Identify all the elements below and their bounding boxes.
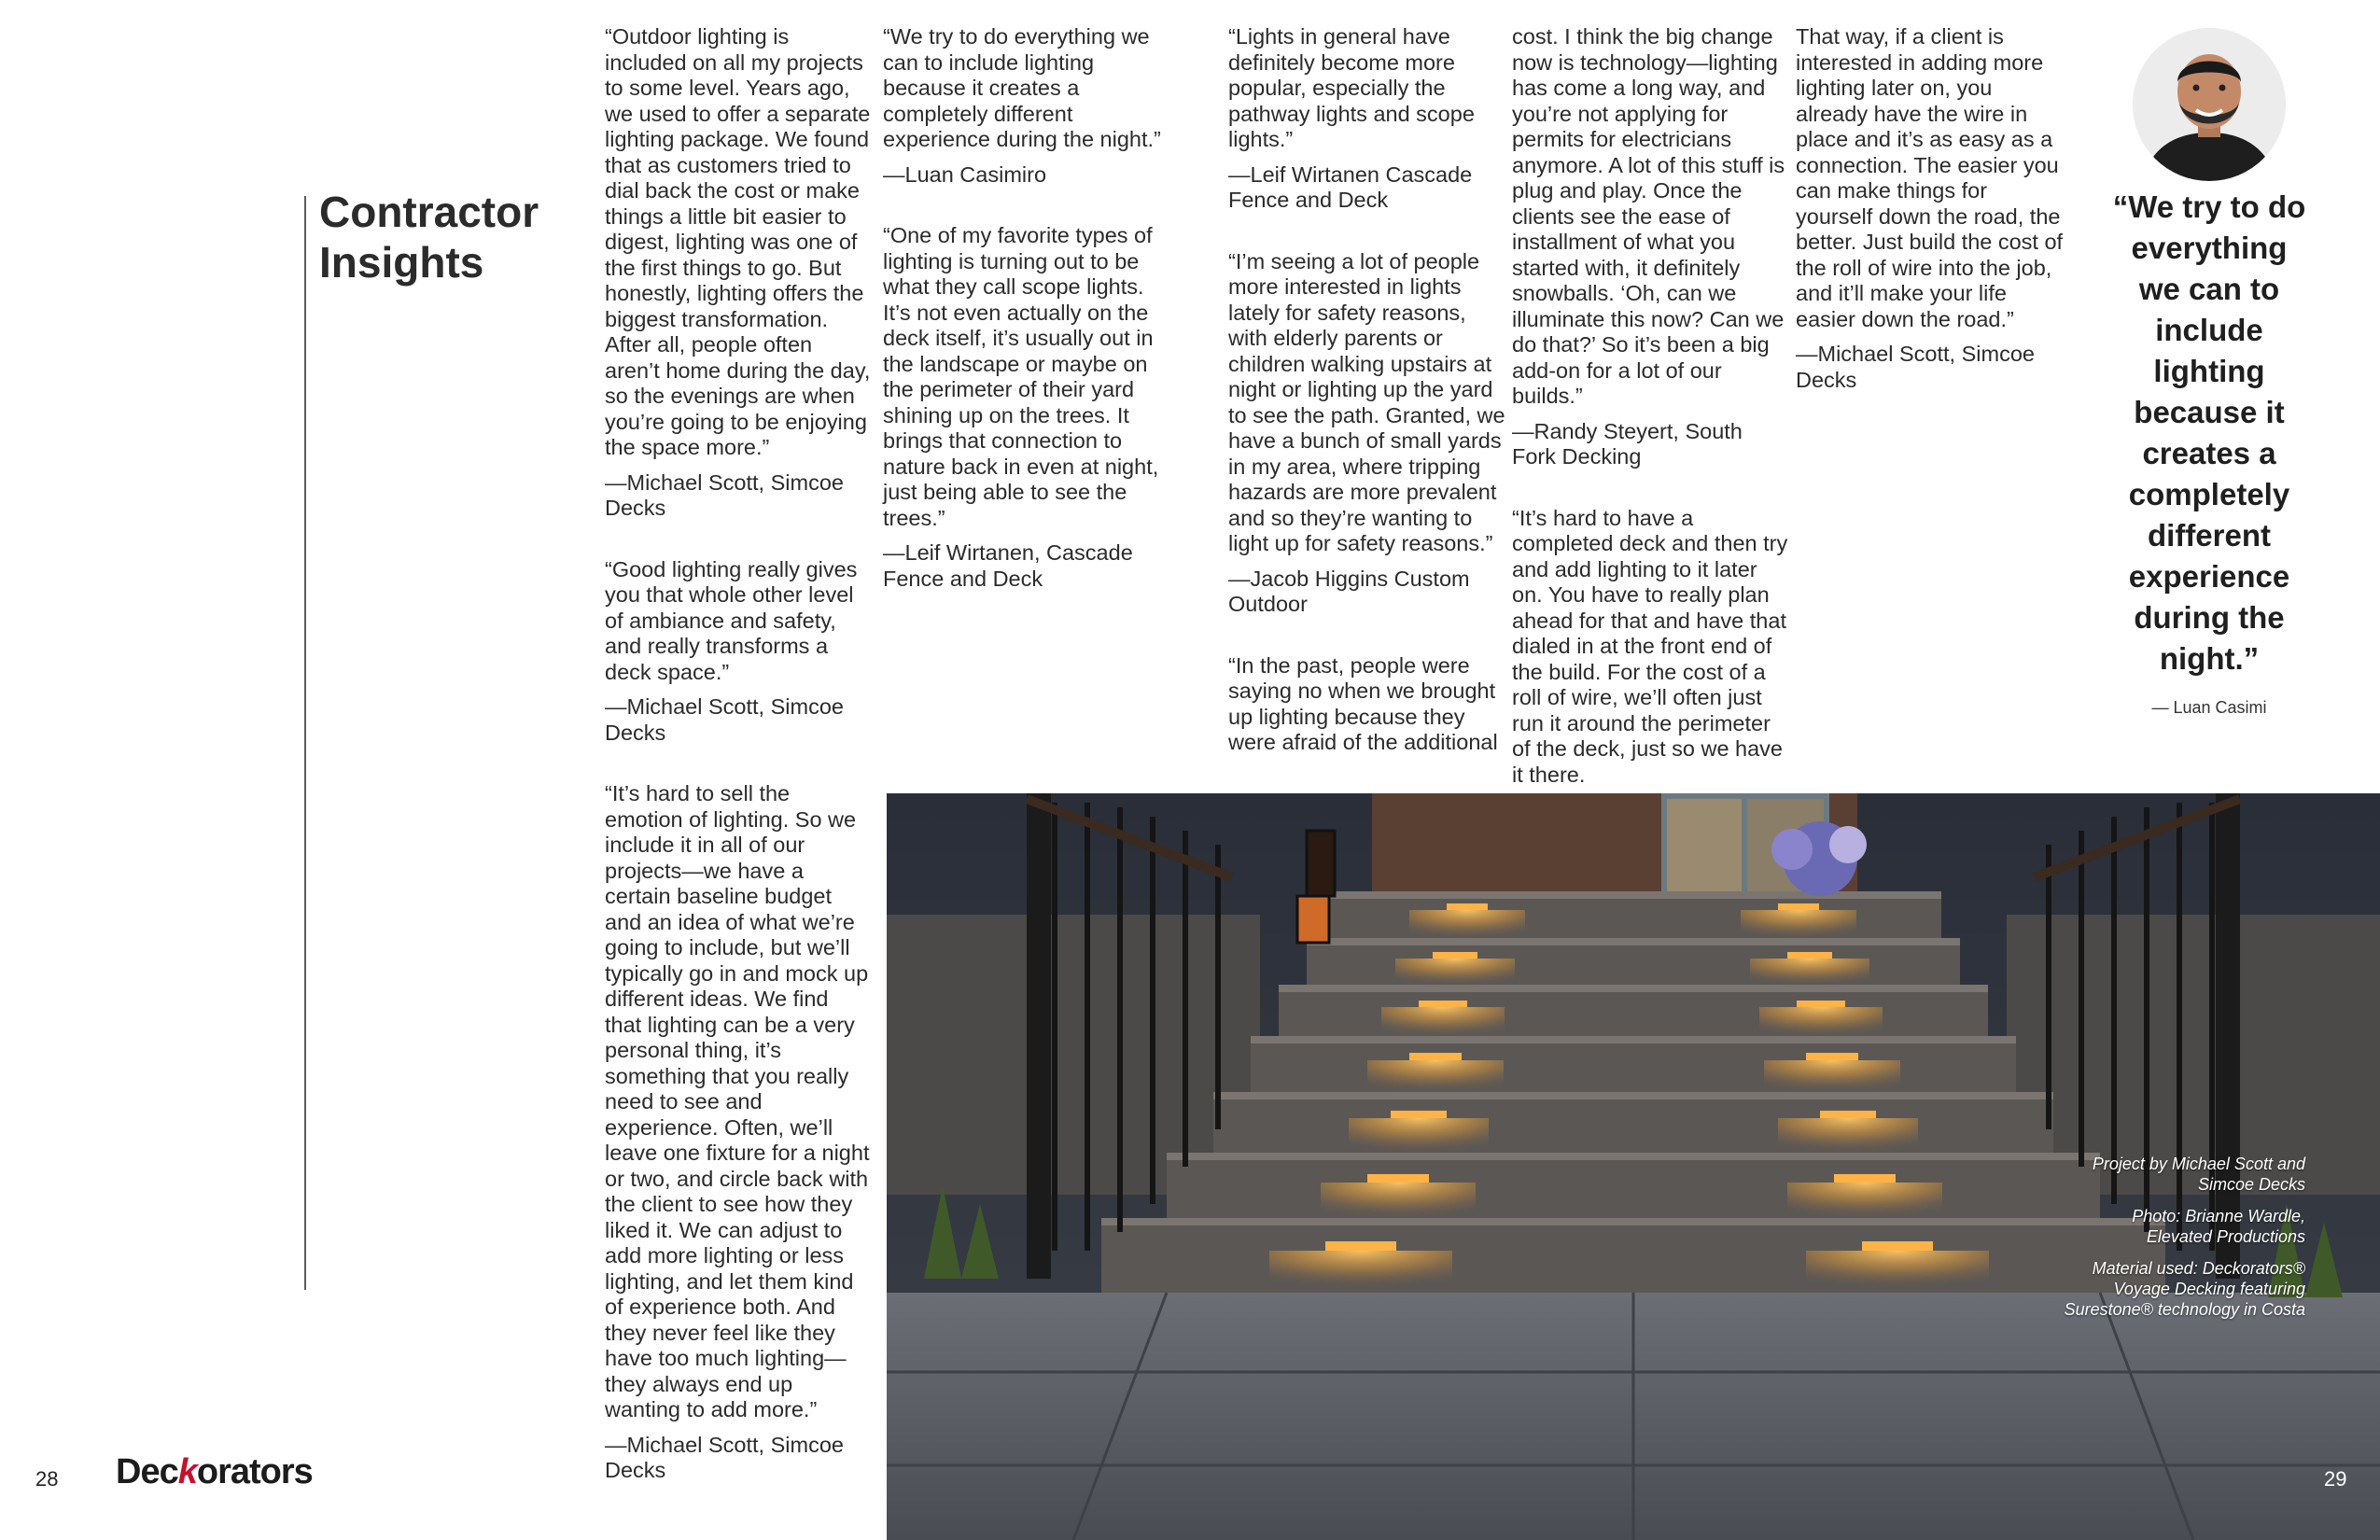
quote-text: “Good lighting really gives you that whole other level of ambiance and safety, and really transforms a deck space.” — [605, 556, 858, 684]
quote-text: “It’s hard to have a completed deck and then try and add lighting to it later on. You have to really plan ahead for that and have that dialed in at the front end of the build. For the cost of a roll of wire, we’ll often just run it around the perimeter of the deck, just so we have it there. — [1512, 505, 1788, 787]
quote-attribution: —Jacob Higgins Custom Outdoor — [1228, 566, 1470, 616]
quote-text: “It’s hard to sell the emotion of lighting. So we include it in all of our projects—we have a certain baseline budget and an idea of what we’re going to include, but we’ll typically go in and mock up different ideas. We find that lighting can be a very personal thing, it’s something that you really need to see and experience. Often, we’ll leave one fixture for a night or two, and circle back with the client to see how they liked it. We can adjust to add more lighting or less lighting, and let them kind of experience both. And they never feel like they have too much lighting—they always end up wanting to add more.” — [605, 781, 870, 1421]
photo-caption — [2063, 1154, 2305, 1331]
contractor-avatar — [2133, 28, 2286, 181]
quote-attribution: —Michael Scott, Simcoe Decks — [605, 469, 844, 520]
column-1 — [605, 24, 871, 1493]
quote-attribution: —Michael Scott, Simcoe Decks — [605, 694, 844, 745]
page-number-left: 28 — [35, 1467, 59, 1491]
quote-text: cost. I think the big change now is technology—lighting has come a long way, and you’re not applying for permits for electricians anymore. A lot of this stuff is plug and play. Once the clients see the ease of installment of what you started with, it definitely snowballs. ‘Oh, can we illuminate this now? Can we do that?’ So it’s been a big add-on for a lot of our builds.” — [1512, 24, 1785, 408]
caption-material: Material used: Deckorators® Voyage Decking featuring Surestone® technology in Costa — [2064, 1259, 2305, 1319]
quote-text: “I’m seeing a lot of people more interested in lights lately for safety reasons, with elderly parents or children walking upstairs at night or lighting up the yard to see the path. Granted, we have a bunch of small yards in my area, where tripping hazards are more prevalent and so they’re wanting to light up for safety reasons.” — [1228, 248, 1505, 555]
quote-text: “We try to do everything we can to include lighting because it creates a completely different experience during the night.” — [883, 24, 1161, 151]
column-2 — [883, 24, 1161, 601]
section-rule — [304, 196, 306, 1290]
deck-stairs-photo — [887, 793, 2380, 1540]
section-title: Contractor Insights — [319, 188, 539, 287]
pull-quote: “We try to do everything we can to include lighting because it creates a completely different experience during the night.” — [2112, 189, 2306, 676]
column-3 — [1228, 24, 1506, 765]
quote-attribution: —Luan Casimiro — [883, 161, 1047, 187]
caption-photo-credit: Photo: Brianne Wardle, Elevated Productions — [2132, 1207, 2305, 1246]
column-5 — [1796, 24, 2066, 402]
deckorators-logo — [116, 1452, 313, 1492]
page-number-right: 29 — [2324, 1467, 2347, 1491]
quote-attribution: —Randy Steyert, South Fork Decking — [1512, 418, 1743, 469]
quote-text: “Lights in general have definitely become more popular, especially the pathway lights and scope lights.” — [1228, 24, 1475, 151]
quote-text: That way, if a client is interested in adding more lighting later on, you already have the wire in place and it’s as easy as a connection. The easier you can make things for yourself down the road, the better. Just build the cost of the roll of wire into the job, and it’ll make your life easier down the road.” — [1796, 24, 2064, 331]
quote-text: “In the past, people were saying no when we brought up lighting because they were afraid of the additional — [1228, 652, 1498, 754]
pull-quote-attribution: — Luan Casimi — [2151, 698, 2267, 717]
portrait-icon — [2133, 28, 2286, 181]
quote-text: “Outdoor lighting is included on all my projects to some level. Years ago, we used to offer a separate lighting package. We found that as customers tried to dial back the cost or make things a little bit easier to digest, lighting was one of the first things to go. But honestly, lighting offers the biggest transformation. After all, people often aren’t home during the day, so the evenings are when you’re going to be enjoying the space more.” — [605, 24, 871, 459]
quote-attribution: —Leif Wirtanen, Cascade Fence and Deck — [883, 540, 1133, 591]
logo-text-start: Dec — [116, 1452, 178, 1491]
logo-text-end: orators — [196, 1452, 313, 1491]
quote-attribution: —Michael Scott, Simcoe Decks — [1796, 342, 2035, 392]
quote-attribution: —Michael Scott, Simcoe Decks — [605, 1432, 844, 1482]
caption-project: Project by Michael Scott and Simcoe Decks — [2092, 1155, 2305, 1194]
logo-k-mark: k — [177, 1452, 197, 1491]
quote-text: “One of my favorite types of lighting is turning out to be what they call scope lights. It’s not even actually on the deck itself, it’s usually out in the landscape or maybe on the perimeter of their yard shining up on the trees. It brings that connection to nature back in even at night, just being able to see the trees.” — [883, 223, 1159, 530]
quote-attribution: —Leif Wirtanen Cascade Fence and Deck — [1228, 161, 1473, 212]
column-4 — [1512, 24, 1790, 797]
